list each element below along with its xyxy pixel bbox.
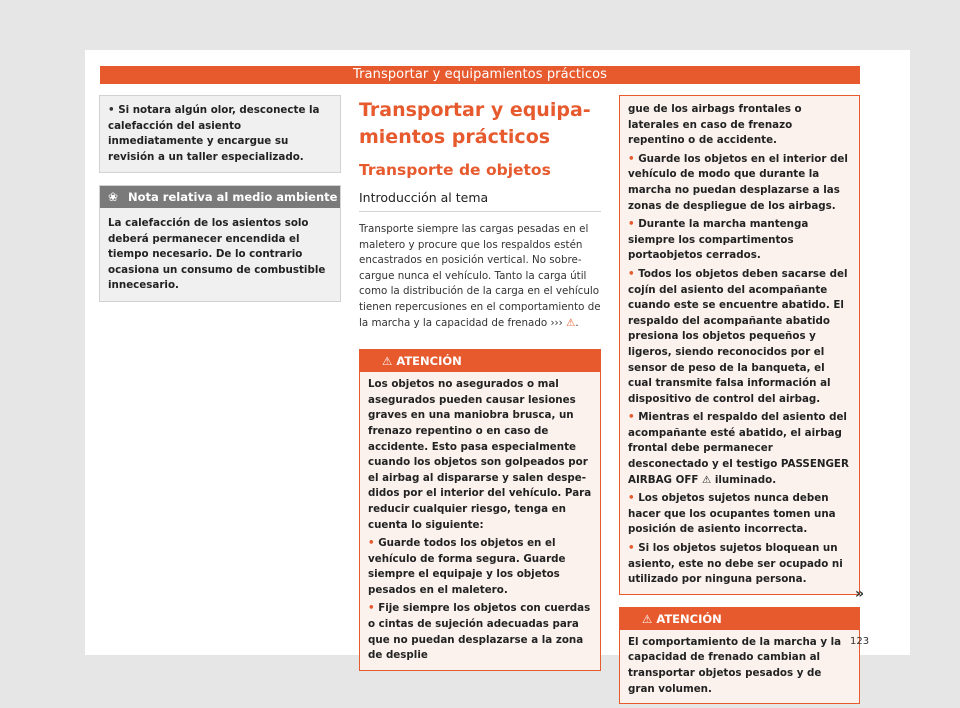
list-item-text: Mientras el respaldo del asiento del acompañante esté abatido, el airbag frontal debe permanecer desconectado y el testigo PASSENGER AIRBAG OFF [628,411,849,486]
column-2 [359,95,601,671]
page-header: Transportar y equipamientos prácticos [100,66,860,84]
intro-reference[interactable]: ››› [550,316,563,329]
list-item [368,536,592,598]
warning-triangle-icon: ⚠ [566,316,576,329]
flower-icon: ❀ [108,190,119,204]
list-item [628,491,851,538]
list-item [628,267,851,407]
airbag-off-icon: ⚠ [702,473,712,486]
bullet-dot: • [628,267,635,280]
attention-box-1 [359,349,601,671]
attention-header-2 [620,608,859,630]
attention-box-1-continued [619,95,860,595]
attention-body-1-continued [620,96,859,594]
intro-paragraph: Transporte siempre las cargas pesadas en el maletero y procure que los respaldos estén encastrados en posición vertical. No sobrecargue nunca el vehículo. Tanto la carga útil como la distribución de la carga en el vehículo tienen repercusiones en el comportamiento de la marcha y la capacidad de frenado ››› ⚠. [359,223,601,329]
bullet-dot: • [628,411,635,424]
list-item-text: Guarde los objetos en el interior del vehículo de modo que durante la marcha no puedan desplazarse a las zonas de despliegue de los airbags. [628,152,848,212]
seat-heating-note-box [99,95,341,173]
chapter-title: Transportar y equipamientos prácticos [359,99,591,148]
list-item-text: Guarde todos los objetos en el vehículo de forma segura. Guarde siempre el equipaje y los objetos pesados en el maletero. [368,537,566,596]
continued-text: gue de los airbags frontales o laterales en caso de frenazo repentino o de accidente. [628,103,802,147]
bullet-dot: • [628,542,635,555]
bullet-dot: • [628,152,635,165]
list-item [368,601,592,663]
list-item [628,152,851,214]
section-title: Transporte de objetos [359,161,551,179]
list-item-text: Los objetos sujetos nunca deben hacer que los ocupantes tomen una posición de asiento incorrecta. [628,492,836,536]
list-item-text: Todos los objetos deben sacarse del cojín del asiento del acompañante cuando este se encuentre abatido. El respaldo del acompañante abatido presiona los objetos pequeños y ligeros, siendo reconocidos por el sensor de peso de la banqueta, el cual transmite falsa información al dispositivo de control del airbag. [628,267,848,405]
environment-note-header [100,186,340,208]
list-item-text: Si los objetos sujetos bloquean un asiento, este no debe ser ocupado ni utilizado por ninguna persona. [628,542,843,586]
intro-text: Transporte siempre las cargas pesadas en el maletero y procure que los respaldos estén encastrados en posición vertical. No sobrecargue nunca el vehículo. Tanto la carga útil como la distribución de la carga en el vehículo tienen repercusiones en el comportamiento de la marcha y la capacidad de frenado [359,223,601,329]
list-item [628,541,851,588]
list-item [628,410,851,488]
attention-title-2: ATENCIÓN [656,611,722,626]
list-item-text-tail: iluminado. [711,473,777,486]
bullet-dot: • [628,218,635,231]
attention-box-2 [619,607,860,704]
seat-heating-bullet-text: Si notara algún olor, desconecte la calefacción del asiento inmediatamente y encargue su revisión a un taller especializado. [108,104,320,163]
column-1 [99,95,341,302]
continue-arrow: » [855,586,865,602]
column-3 [619,95,860,704]
list-item-text: Fije siempre los objetos con cuerdas o cintas de sujeción adecuadas para que no puedan desplazarse a la zona de desplie [368,602,591,662]
attention-body-1 [360,372,600,670]
environment-note-text: La calefacción de los asientos solo deberá permanecer encendida el tiempo necesario. De lo contrario ocasiona un consumo de combustible innecesario. [108,217,326,291]
attention-header-1 [360,350,600,372]
page-number: 123 [850,636,870,647]
environment-note-title: Nota relativa al medio ambiente [128,190,338,204]
warning-triangle-icon: ⚠ [382,354,393,369]
bullet-dot: • [368,602,375,615]
environment-note-box [99,185,341,302]
bullet-dot: • [368,537,375,550]
list-item-text: Durante la marcha mantenga siempre los compartimentos portaobjetos cerrados. [628,218,809,262]
warning-triangle-icon: ⚠ [642,611,653,626]
subsection-title: Introducción al tema [359,189,601,212]
list-item [628,217,851,264]
attention-title-1: ATENCIÓN [396,354,462,369]
attention-text-2: El comportamiento de la marcha y la capacidad de frenado cambian al transportar objetos pesados y de gran volumen. [628,635,842,695]
attention-text-1: Los objetos no asegurados o mal asegurados pueden causar lesiones graves en una maniobra brusca, un frenazo repentino o en caso de accidente. Esto pasa especialmente cuando los objetos son golpeados por el airbag al dispararse y salen despedidos por el interior del vehículo. Para reducir cualquier riesgo, tenga en cuenta lo siguiente: [368,378,592,531]
bullet-dot: • [108,104,115,116]
bullet-dot: • [628,492,635,505]
